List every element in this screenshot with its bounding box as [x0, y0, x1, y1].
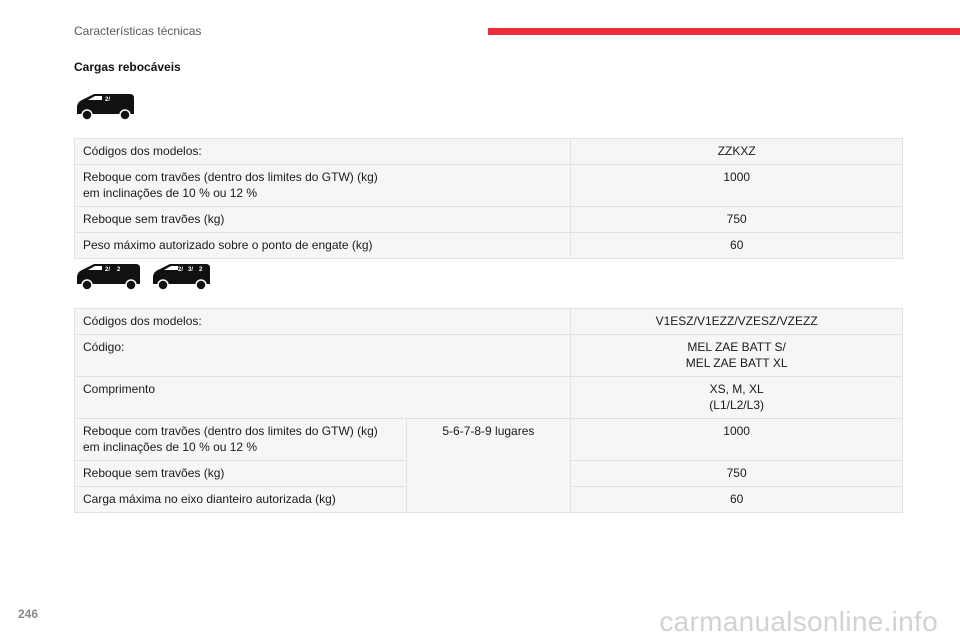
row-value: 1000 [571, 165, 903, 207]
svg-text:2: 2 [199, 267, 203, 273]
row-value: 60 [571, 233, 903, 259]
svg-text:2/: 2/ [105, 97, 111, 103]
watermark: carmanualsonline.info [659, 606, 938, 637]
row-label: Códigos dos modelos: [75, 309, 571, 335]
chapter-accent-bar [488, 28, 960, 35]
row-value: V1ESZ/V1EZZ/VZESZ/VZEZZ [571, 309, 903, 335]
chapter-title: Características técnicas [74, 24, 202, 38]
table-row [75, 165, 903, 207]
table-row [75, 335, 903, 377]
row-value: 750 [571, 207, 903, 233]
row-label: Código: [75, 335, 571, 377]
table-row [75, 309, 903, 335]
row-value: 750 [571, 461, 903, 487]
section-title: Cargas rebocáveis [74, 60, 181, 74]
row-label: Peso máximo autorizado sobre o ponto de engate (kg) [75, 233, 571, 259]
van-long-icon [150, 262, 212, 292]
row-value: ZZKXZ [571, 139, 903, 165]
van-medium-icon [74, 262, 142, 292]
row-label: Reboque sem travões (kg) [75, 461, 407, 487]
vehicle-icons-group-2 [74, 262, 212, 292]
svg-text:2/: 2/ [105, 267, 111, 273]
row-label: Reboque sem travões (kg) [75, 207, 571, 233]
row-value: XS, M, XL (L1/L2/L3) [571, 377, 903, 419]
row-value: 60 [571, 487, 903, 513]
seats-cell: 5-6-7-8-9 lugares [406, 419, 571, 513]
table-row [75, 377, 903, 419]
row-label: Reboque com travões (dentro dos limites do GTW) (kg) em inclinações de 10 % ou 12 % [75, 419, 407, 461]
row-label: Reboque com travões (dentro dos limites do GTW) (kg) em inclinações de 10 % ou 12 % [75, 165, 571, 207]
svg-text:2/: 2/ [178, 267, 184, 273]
vehicle-icons-group-1 [74, 92, 136, 122]
svg-text:2: 2 [117, 267, 121, 273]
row-value: 1000 [571, 419, 903, 461]
towing-table-2 [74, 308, 903, 513]
page-number: 246 [18, 607, 39, 621]
row-label: Comprimento [75, 377, 571, 419]
van-short-icon [74, 92, 136, 122]
svg-text:3/: 3/ [188, 267, 194, 273]
towing-table-1 [74, 138, 903, 259]
row-value: MEL ZAE BATT S/ MEL ZAE BATT XL [571, 335, 903, 377]
table-row [75, 419, 903, 461]
table-row [75, 207, 903, 233]
row-label: Carga máxima no eixo dianteiro autorizada (kg) [75, 487, 407, 513]
row-label: Códigos dos modelos: [75, 139, 571, 165]
table-row [75, 139, 903, 165]
table-row [75, 233, 903, 259]
